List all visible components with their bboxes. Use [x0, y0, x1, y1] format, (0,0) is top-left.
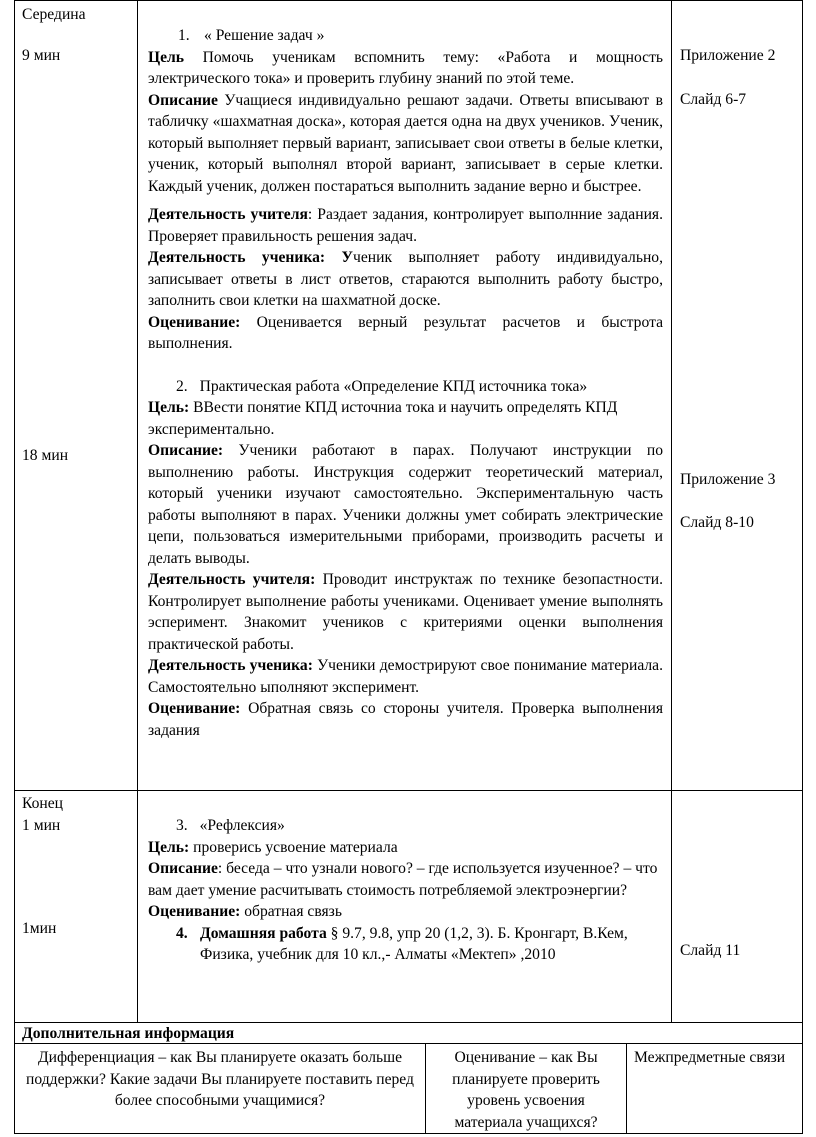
divider-add-2 [626, 1043, 627, 1134]
item-1-title [148, 25, 663, 47]
item-4-text: § 9.7, 9.8, упр 20 (1,2, 3). Б. Кронгарт, В.Кем, Физика, учебник для 10 кл.,- Алматы «Мектеп» ,2010 [200, 924, 628, 963]
additional-info-heading [22, 1023, 234, 1045]
item-1-student-label: Деятельность ученика: У [148, 249, 353, 266]
item-2-eval-label: Оценивание: [148, 700, 241, 717]
item-1-desc-label: Описание [148, 91, 218, 109]
item-1-goal-text: Помочь ученикам вспомнить тему: «Работа и мощность электрического тока» и проверить глубину знаний по этой теме. [148, 48, 663, 87]
item-3-goal [148, 837, 663, 859]
item-1-number: 1. [178, 27, 190, 44]
item-2-teacher-label: Деятельность учителя: [148, 571, 316, 588]
slide-11: Слайд 11 [680, 942, 741, 959]
time-18-min: 18 мин [22, 447, 69, 464]
item-3-evaluation [148, 901, 663, 923]
item-1-evaluation [148, 312, 663, 355]
item-1-eval-text: Оценивается верный результат расчетов и быстрота выполнения. [148, 313, 663, 352]
border-left [14, 0, 15, 1134]
item-1-goal [148, 47, 663, 90]
item-1-title-text: « Решение задач » [204, 27, 325, 44]
item-2-teacher-text: Проводит инструктаж по технике безопастности. Контролирует выполнение работы учениками. Оценивает умение выполнять эсперимент. Знакомит учеников с критериями оценки выполнения практической работы. [148, 571, 663, 653]
item-2-goal [148, 397, 663, 440]
item-2-teacher [148, 569, 663, 655]
assessment-cell: Оценивание – как Вы планируете проверить уровень усвоения материала учащихся? [452, 1049, 600, 1131]
appendix-2: Приложение 2 [680, 47, 776, 64]
item-1-student-text: ченик выполняет работу индивидуально, записывает ответы в лист ответов, стараются выполнить работу быстро, заполнить свои клетки на шахматной доске. [148, 249, 663, 309]
differentiation-cell: Дифференциация – как Вы планируете оказать больше поддержки? Какие задачи Вы планируете поставить перед более способными учащимися? [26, 1049, 414, 1109]
item-4-number: 4. [176, 924, 188, 942]
item-4 [148, 923, 663, 966]
time-1-min-a: 1 мин [22, 817, 61, 834]
item-3-title [148, 815, 663, 837]
additional-info-heading-text: Дополнительная информация [22, 1025, 235, 1042]
time-9-min: 9 мин [22, 47, 61, 64]
item-2-title [148, 376, 663, 398]
item-3-desc-text: : беседа – что узнали нового? – где используется изученное? – что вам дает умение расчитывать стоимость потребляемой электроэнергии? [148, 860, 658, 899]
item-2-goal-label: Цель: [148, 399, 190, 416]
item-3-description [148, 858, 663, 901]
item-1-goal-label: Цель [148, 48, 185, 66]
item-2-eval-text: Обратная связь со стороны учителя. Проверка выполнения задания [148, 700, 663, 739]
divider-col1 [137, 0, 138, 1022]
item-2-number: 2. [176, 377, 188, 395]
item-3-eval-label: Оценивание: [148, 903, 241, 920]
item-2-desc-label: Описание: [148, 442, 224, 459]
item-2-student-text: Ученики демострируют свое понимание материала. Самостоятельно ыполняют эксперимент. [148, 657, 663, 696]
stage-end-label: Конец [22, 795, 64, 812]
lesson-plan-table [14, 0, 803, 1137]
divider-col2 [671, 0, 672, 1022]
item-1-description [148, 90, 663, 198]
time-1-min-b: 1мин [22, 920, 57, 937]
item-1-eval-label: Оценивание: [148, 313, 241, 331]
activities-block [148, 25, 663, 741]
divider-row-end [14, 790, 803, 791]
item-2-student-label: Деятельность ученика: [148, 657, 313, 674]
stage-middle-label: Середина [22, 6, 86, 23]
item-3-number: 3. [176, 817, 188, 834]
item-3-eval-text: обратная связь [240, 903, 342, 920]
slide-6-7: Слайд 6-7 [680, 91, 747, 108]
item-3-desc-label: Описание [148, 860, 218, 877]
border-right [802, 0, 803, 1134]
item-2-description [148, 440, 663, 569]
border-bottom [14, 1133, 803, 1134]
item-2-title-text: Практическая работа «Определение КПД источника тока» [199, 377, 588, 395]
item-2-student [148, 655, 663, 698]
item-1-student [148, 247, 663, 312]
item-3-goal-label: Цель: [148, 838, 190, 856]
item-3-title-text: «Рефлексия» [199, 817, 285, 834]
item-4-label: Домашняя работа [200, 924, 327, 942]
cross-curricular-cell: Межпредметные связи [634, 1049, 786, 1066]
item-2-goal-text: ВВести понятие КПД источниа тока и научить определять КПД экспериментально. [148, 399, 618, 438]
item-1-teacher [148, 204, 663, 247]
item-1-teacher-text: : Раздает задания, контролирует выполнние задания. Проверяет правильность решения задач. [148, 206, 663, 245]
item-3-goal-text: проверись усвоение материала [189, 838, 398, 856]
item-1-desc-text: Учащиеся индивидуально решают задачи. Ответы вписывают в табличку «шахматная доска», которая дается одна на двух учеников. Ученик, который выполняет первый вариант, записывает свои ответы в белые клетки, ученик, который выполнял второй вариант, записывает в серые клетки. Каждый ученик, должен постараться выполнить задание верно и быстрее. [148, 91, 663, 195]
border-top [14, 0, 803, 1]
slide-8-10: Слайд 8-10 [680, 514, 754, 531]
divider-add-1 [425, 1043, 426, 1134]
item-1-teacher-label: Деятельность учителя [148, 206, 308, 223]
appendix-3: Приложение 3 [680, 471, 776, 488]
item-2-desc-text: Ученики работают в парах. Получают инструкции по выполнению работы. Инструкция содержит теоретический материал, который ученики изучают самостоятельно. Экспериментальную часть работы выполняют в парах. Ученики должны умет собирать электрические цепи, пользоваться измерительными приборами, производить расчеты и делать выводы. [148, 442, 663, 567]
item-2-evaluation [148, 698, 663, 741]
end-activities-block [148, 815, 663, 966]
